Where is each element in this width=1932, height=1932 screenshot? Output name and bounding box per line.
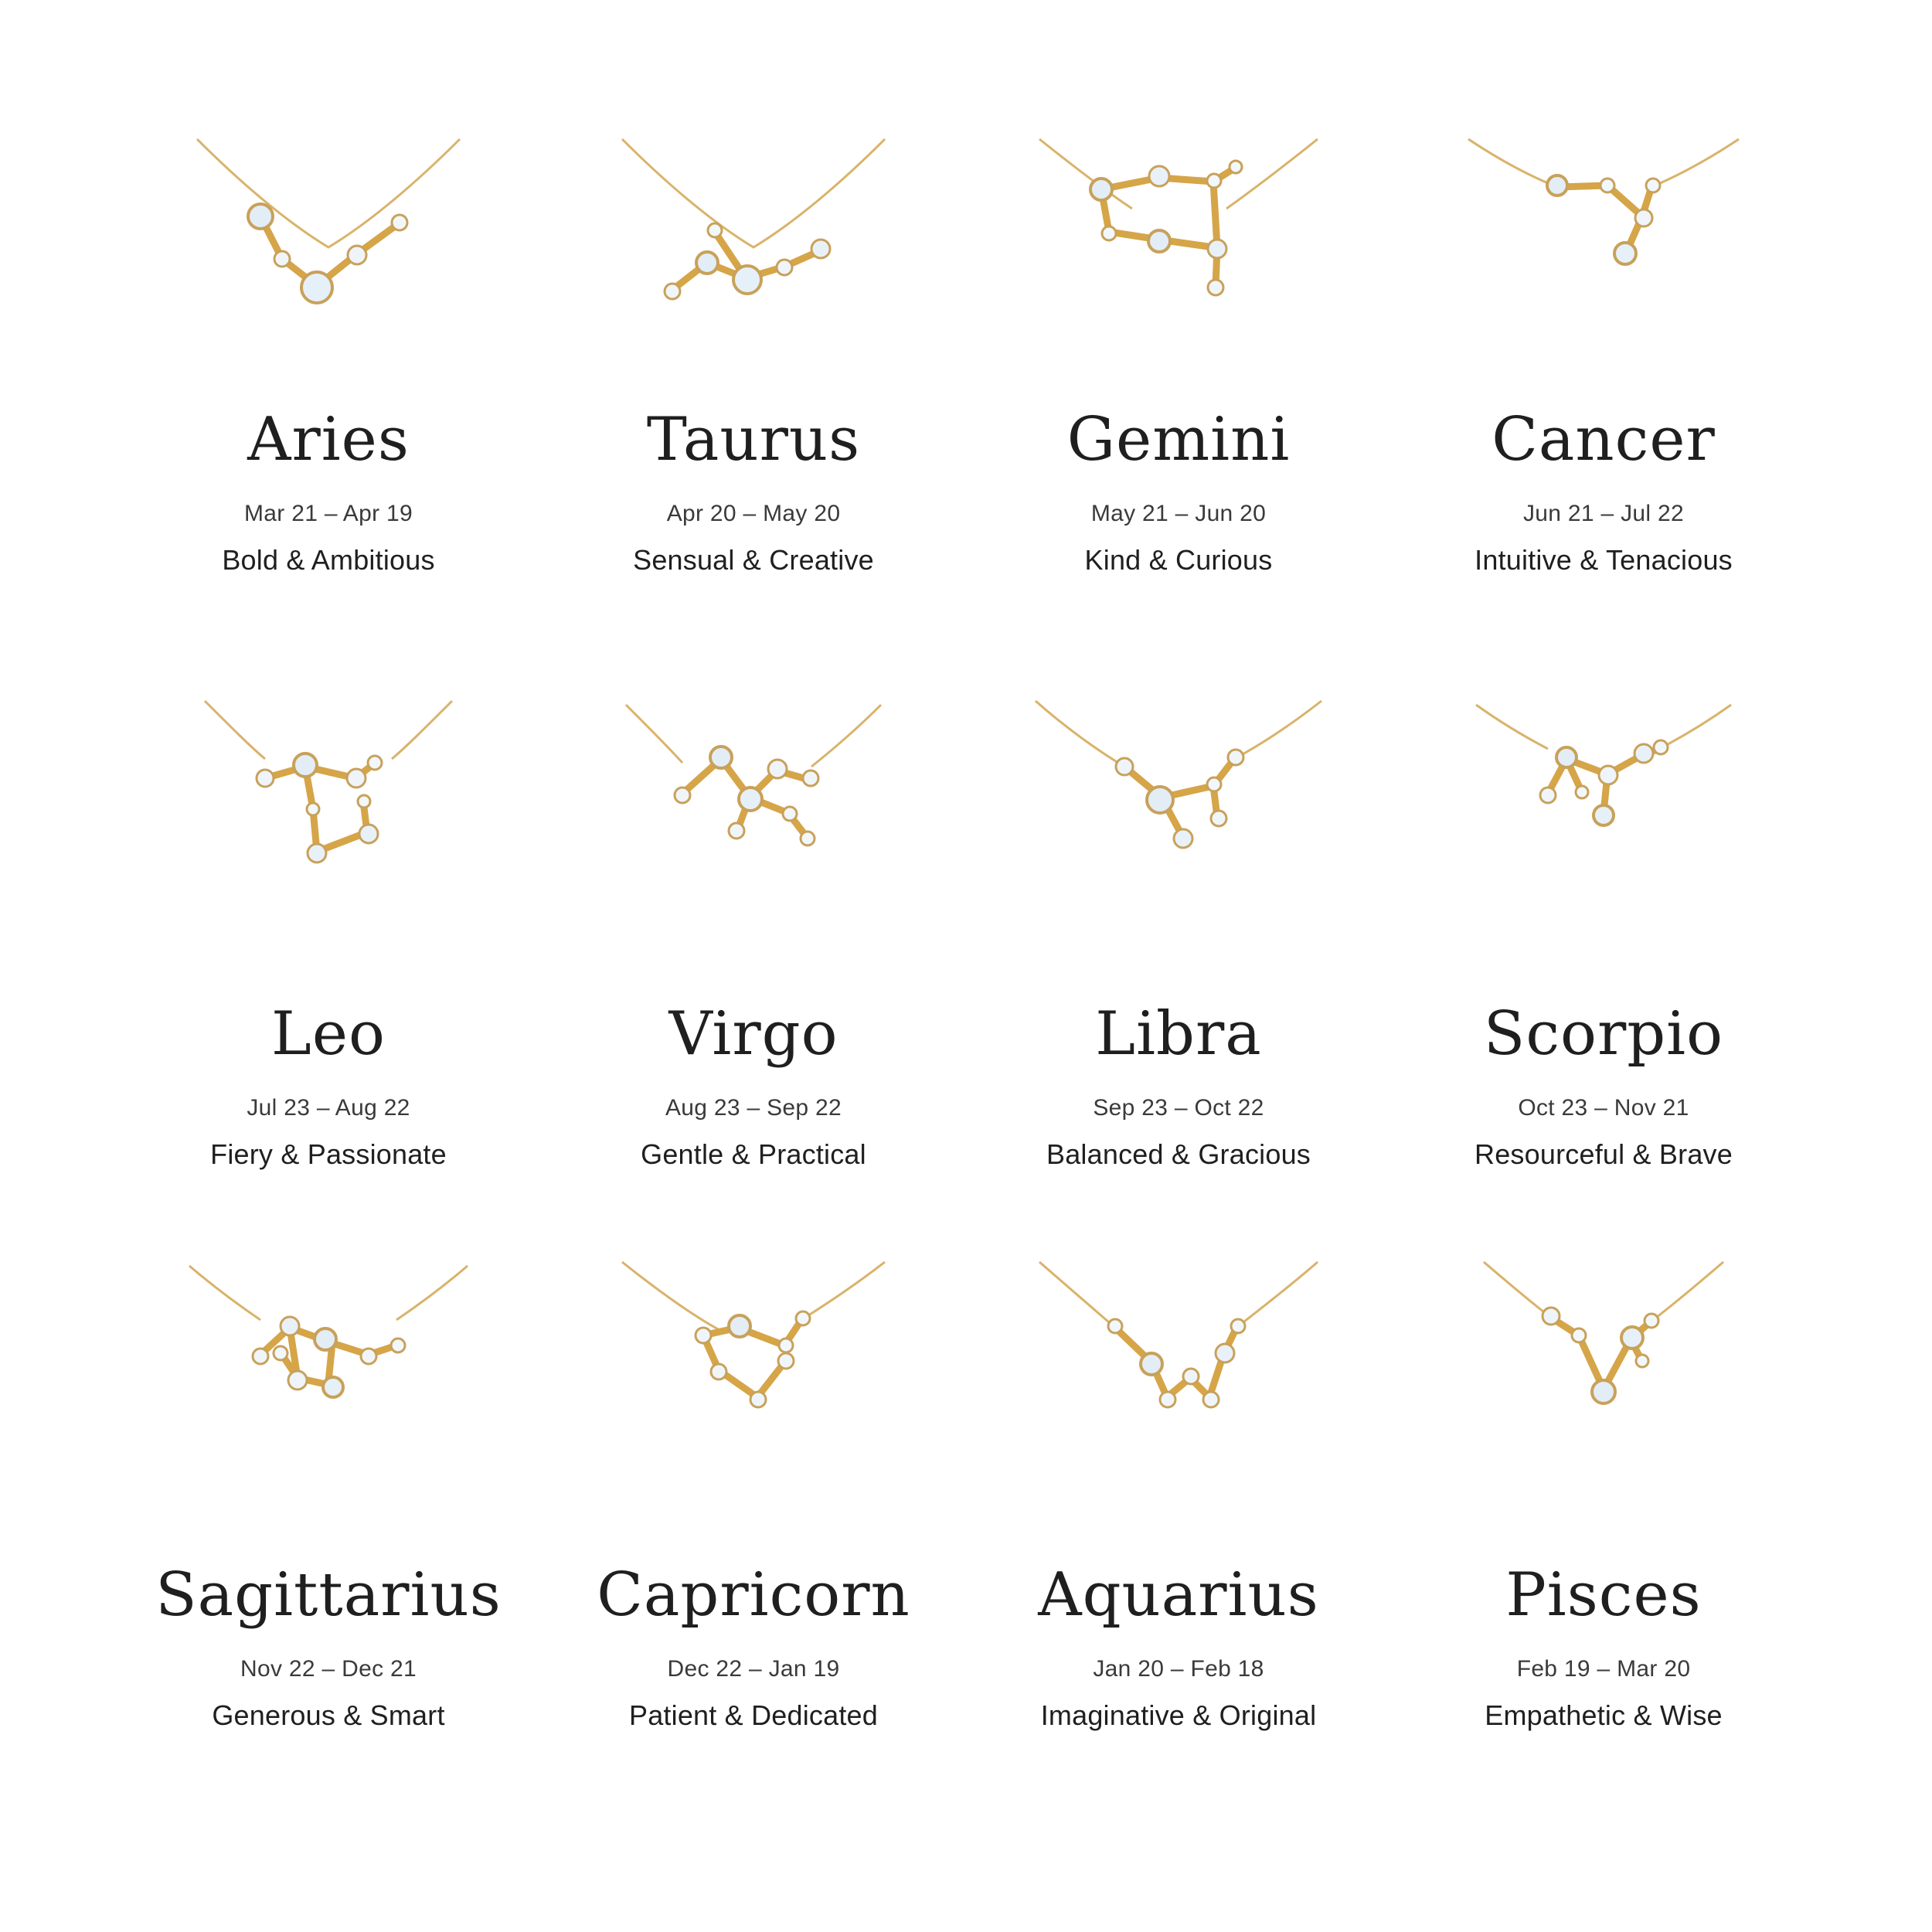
- aries-constellation-necklace-icon: [116, 131, 541, 386]
- sign-name: Virgo: [668, 998, 838, 1069]
- pisces-constellation-necklace-icon: [1391, 1254, 1816, 1525]
- sign-name: Pisces: [1505, 1560, 1702, 1631]
- zodiac-card-virgo[interactable]: [541, 693, 966, 1255]
- zodiac-card-taurus[interactable]: [541, 131, 966, 693]
- sign-traits: Bold & Ambitious: [222, 544, 435, 576]
- sign-name: Gemini: [1066, 405, 1291, 474]
- sign-dates: Jan 20 – Feb 18: [1093, 1656, 1264, 1682]
- sign-name: Taurus: [646, 405, 861, 474]
- scorpio-constellation-necklace-icon: [1391, 693, 1816, 964]
- zodiac-card-libra[interactable]: [966, 693, 1391, 1255]
- zodiac-card-pisces[interactable]: [1391, 1254, 1816, 1816]
- sign-name: Libra: [1095, 998, 1262, 1069]
- sign-dates: May 21 – Jun 20: [1090, 501, 1267, 526]
- sign-traits: Intuitive & Tenacious: [1475, 544, 1733, 576]
- cancer-constellation-necklace-icon: [1391, 131, 1816, 386]
- gemini-constellation-necklace-icon: [966, 131, 1391, 386]
- sign-traits: Resourceful & Brave: [1475, 1138, 1733, 1170]
- zodiac-card-gemini[interactable]: [966, 131, 1391, 693]
- zodiac-card-sagittarius[interactable]: [116, 1254, 541, 1816]
- taurus-constellation-necklace-icon: [541, 131, 966, 386]
- sign-dates: Jul 23 – Aug 22: [247, 1094, 410, 1121]
- sign-name: Aries: [247, 405, 410, 474]
- zodiac-card-capricorn[interactable]: [541, 1254, 966, 1816]
- sign-traits: Imaginative & Original: [1040, 1699, 1317, 1732]
- aquarius-constellation-necklace-icon: [966, 1254, 1391, 1525]
- zodiac-card-aries[interactable]: [116, 131, 541, 693]
- sign-name: Aquarius: [1038, 1560, 1319, 1631]
- sign-traits: Fiery & Passionate: [210, 1138, 447, 1170]
- sign-traits: Patient & Dedicated: [629, 1699, 878, 1732]
- capricorn-constellation-necklace-icon: [541, 1254, 966, 1525]
- sign-name: Leo: [271, 998, 386, 1069]
- virgo-constellation-necklace-icon: [541, 693, 966, 964]
- sign-dates: Dec 22 – Jan 19: [667, 1656, 840, 1682]
- sign-traits: Gentle & Practical: [641, 1138, 866, 1170]
- sign-dates: Nov 22 – Dec 21: [240, 1656, 417, 1682]
- sign-name: Cancer: [1492, 405, 1716, 474]
- zodiac-card-cancer[interactable]: [1391, 131, 1816, 693]
- sign-dates: Aug 23 – Sep 22: [665, 1094, 842, 1121]
- sign-dates: Jun 21 – Jul 22: [1523, 501, 1684, 526]
- sign-traits: Balanced & Gracious: [1046, 1138, 1311, 1170]
- sign-dates: Sep 23 – Oct 22: [1093, 1094, 1264, 1121]
- sign-traits: Empathetic & Wise: [1485, 1699, 1723, 1732]
- sign-name: Capricorn: [597, 1560, 910, 1631]
- sign-name: Scorpio: [1483, 998, 1724, 1069]
- sign-dates: Feb 19 – Mar 20: [1516, 1656, 1691, 1682]
- zodiac-card-leo[interactable]: [116, 693, 541, 1255]
- sign-traits: Kind & Curious: [1084, 544, 1273, 576]
- leo-constellation-necklace-icon: [116, 693, 541, 964]
- sagittarius-constellation-necklace-icon: [116, 1254, 541, 1525]
- zodiac-card-aquarius[interactable]: [966, 1254, 1391, 1816]
- sign-dates: Apr 20 – May 20: [666, 501, 841, 526]
- sign-name: Sagittarius: [155, 1560, 502, 1631]
- sign-dates: Mar 21 – Apr 19: [244, 501, 413, 526]
- sign-dates: Oct 23 – Nov 21: [1518, 1094, 1689, 1121]
- sign-traits: Sensual & Creative: [633, 544, 874, 576]
- libra-constellation-necklace-icon: [966, 693, 1391, 964]
- zodiac-card-scorpio[interactable]: [1391, 693, 1816, 1255]
- sign-traits: Generous & Smart: [212, 1699, 445, 1732]
